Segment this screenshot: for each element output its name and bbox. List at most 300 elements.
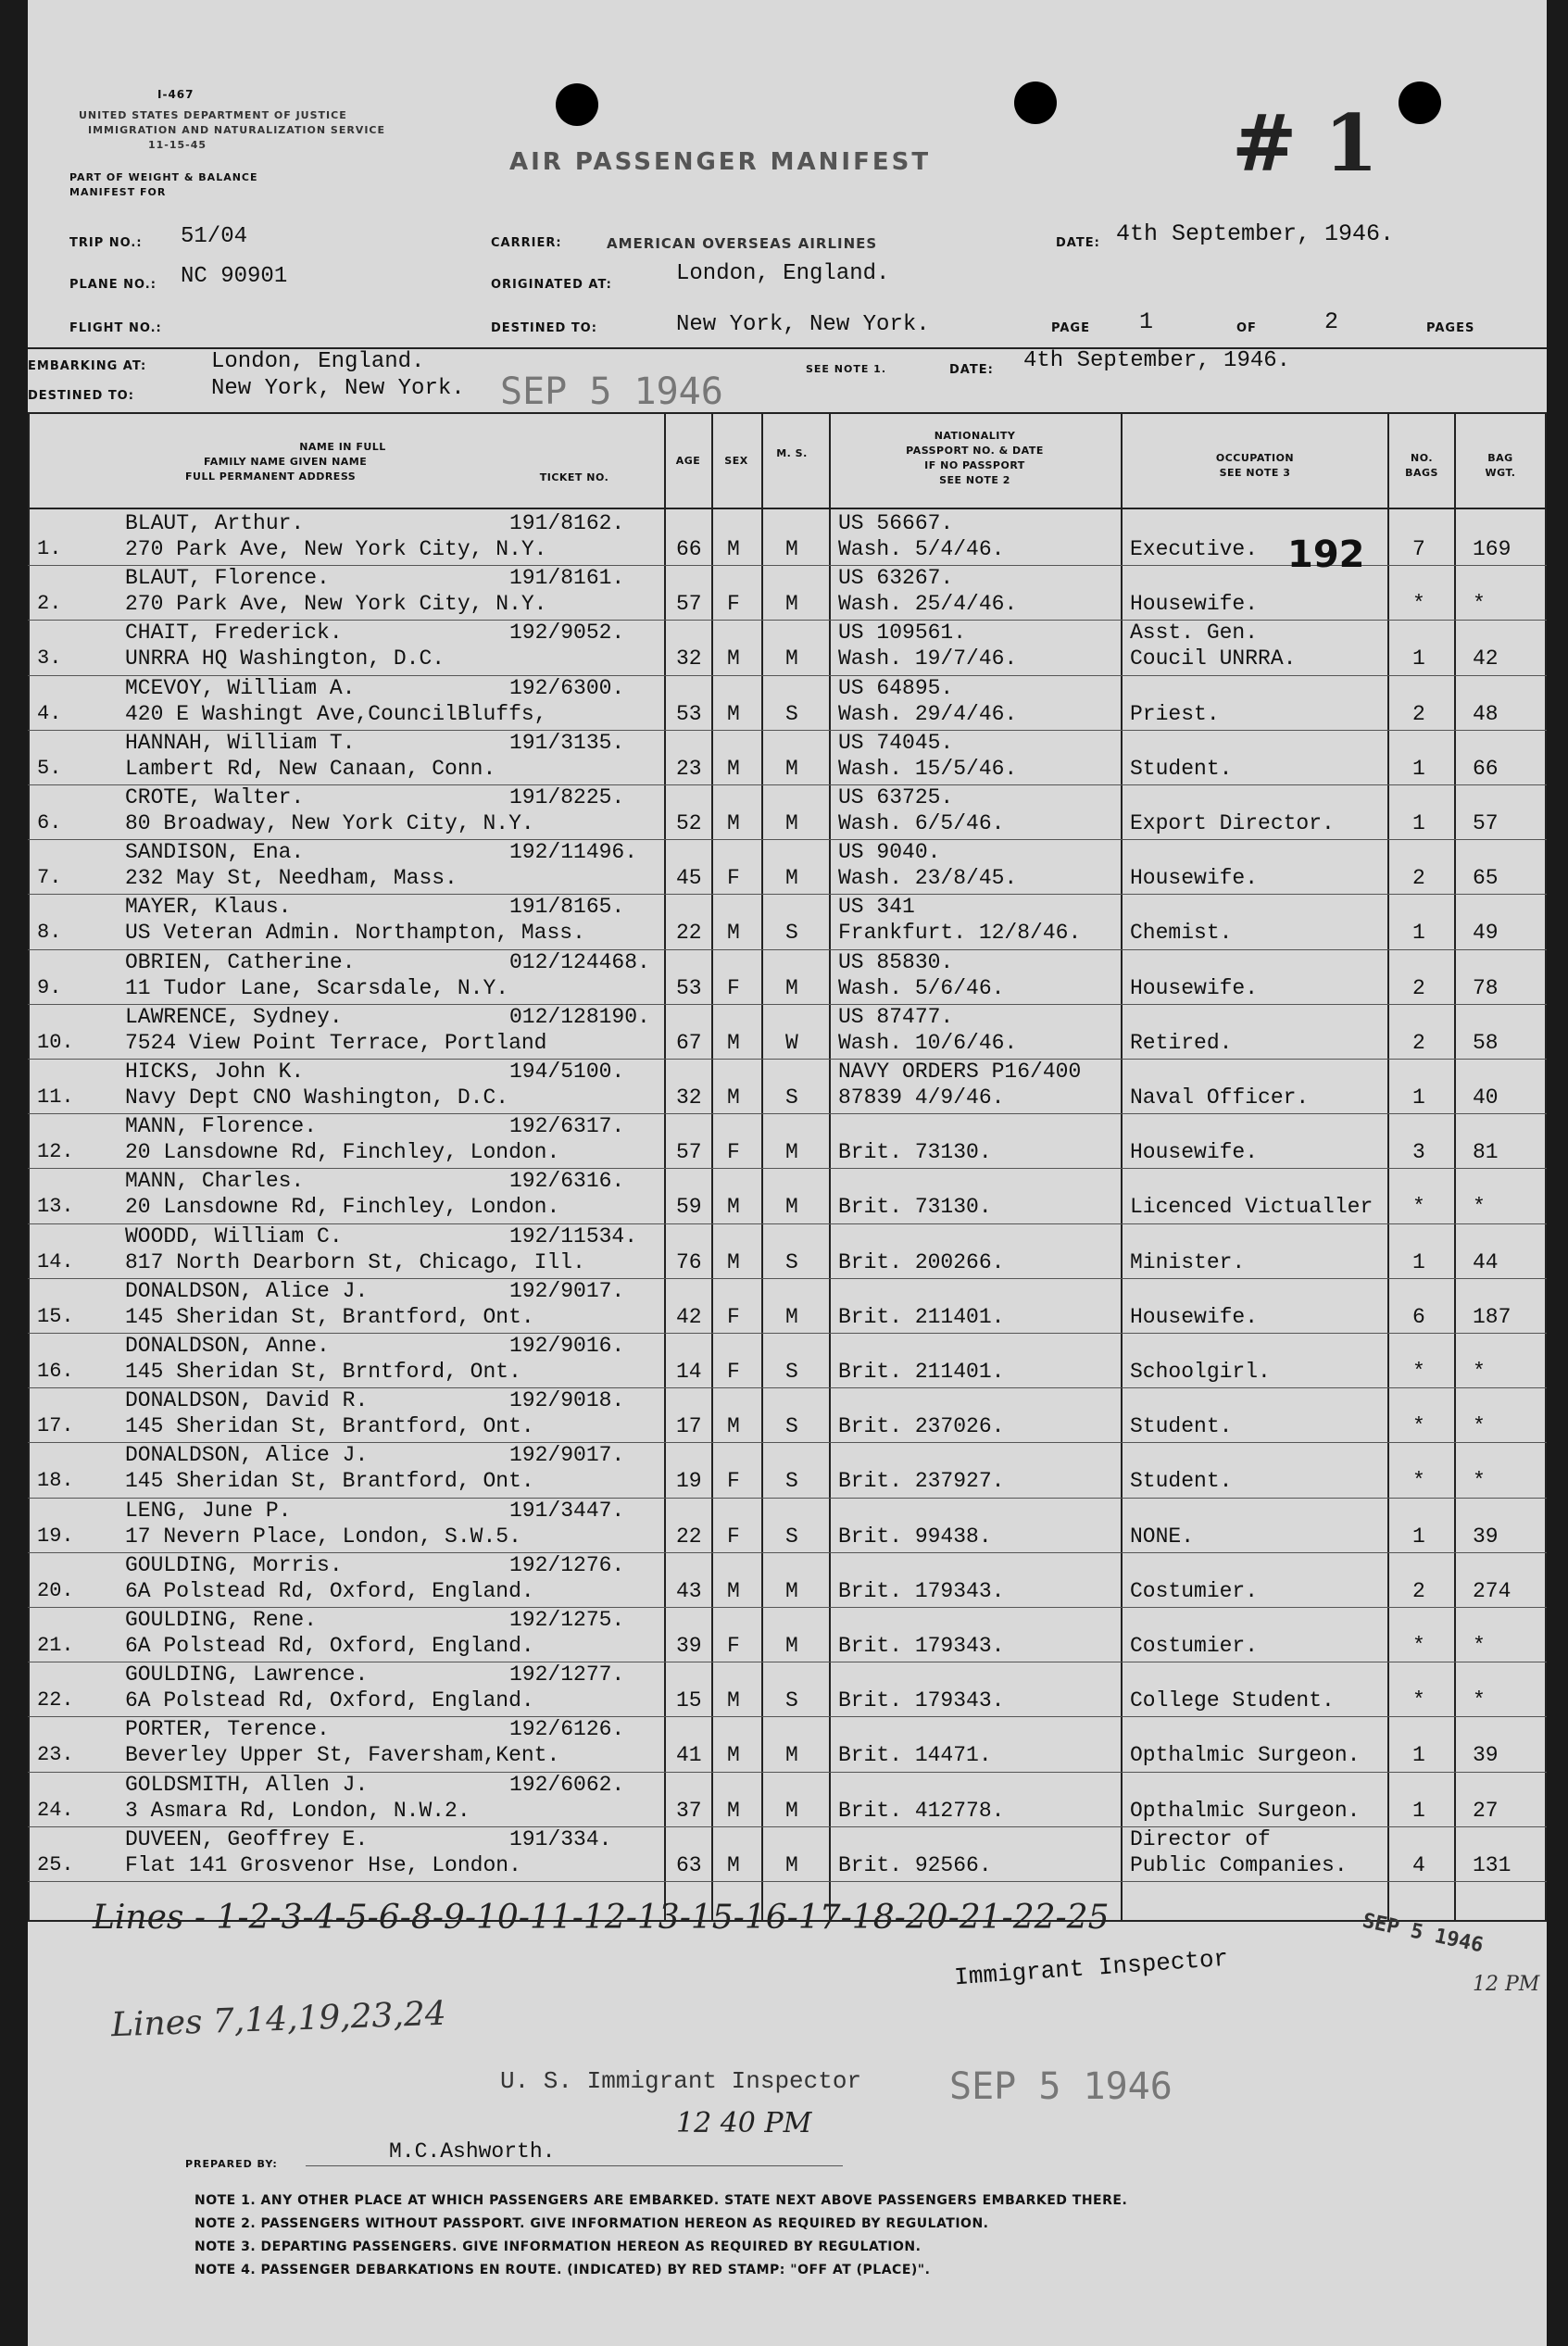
passenger-age: 63 [676,1852,702,1877]
ticket-number: 191/8162. [509,511,625,535]
passport-issue: Wash. 5/6/46. [838,975,1005,1000]
marital-status: M [785,1304,798,1329]
trip-number: 51/04 [181,224,248,249]
marital-status: M [785,866,798,891]
ticket-number: 012/128190. [509,1004,650,1029]
ticket-number: 192/1275. [509,1608,625,1632]
bag-count: 6 [1412,1304,1425,1329]
bag-weight: 39 [1473,1743,1499,1768]
passport-issue: Brit. 211401. [838,1360,1005,1384]
passenger-address: Beverley Upper St, Faversham,Kent. [125,1743,560,1768]
occupation: Opthalmic Surgeon. [1130,1798,1361,1823]
bag-weight: 58 [1473,1030,1499,1055]
passenger-name: MANN, Charles. [125,1169,305,1194]
passport-issue: Wash. 19/7/46. [838,646,1018,671]
passenger-address: UNRRA HQ Washington, D.C. [125,646,445,671]
page-label: PAGE [1051,321,1090,335]
passport-issue: Wash. 25/4/46. [838,592,1018,617]
column-rule [1387,412,1389,1920]
ticket-number: 192/6317. [509,1114,625,1139]
header-text: PASSPORT NO. & DATE [906,445,1044,457]
department-line: UNITED STATES DEPARTMENT OF JUSTICE [79,109,347,121]
occupation: Naval Officer. [1130,1085,1310,1110]
passenger-name: WOODD, William C. [125,1223,343,1248]
form-edition: 11-15-45 [148,139,207,151]
bag-weight: 42 [1473,646,1499,671]
column-rule [664,412,666,1920]
passenger-name: BLAUT, Arthur. [125,511,305,535]
bag-count: 7 [1412,537,1425,561]
bag-weight: 44 [1473,1249,1499,1274]
embarking-label: EMBARKING AT: [28,359,147,373]
occupation: Housewife. [1130,1140,1259,1165]
page-title: AIR PASSENGER MANIFEST [509,148,932,176]
passport-number: US 85830. [838,949,954,974]
bag-count: * [1412,1414,1425,1439]
ticket-number: 192/6126. [509,1717,625,1742]
occupation: Public Companies. [1130,1852,1348,1877]
column-header-sex: SEX [724,455,748,467]
column-header-age: AGE [675,455,701,467]
occupation: Housewife. [1130,866,1259,891]
marital-status: M [785,756,798,781]
passenger-sex: M [727,921,740,946]
date-stamp-bottom: SEP 5 1946 [949,2065,1173,2108]
bag-count: 3 [1412,1140,1425,1165]
carrier-value: AMERICAN OVERSEAS AIRLINES [607,235,878,252]
marital-status: W [785,1030,798,1055]
occupation-line1: Asst. Gen. [1130,621,1259,646]
passport-number: US 64895. [838,675,954,700]
passenger-age: 32 [676,1085,702,1110]
ticket-number: 192/11534. [509,1223,638,1248]
row-number: 4. [37,701,62,725]
row-number: 3. [37,646,62,671]
passenger-name: DONALDSON, Anne. [125,1334,330,1358]
of-label: OF [1236,321,1257,335]
column-rule [1545,412,1547,1920]
occupation: Chemist. [1130,921,1233,946]
passenger-name: GOULDING, Morris. [125,1552,343,1577]
ticket-number: 192/1276. [509,1552,625,1577]
passenger-name: GOULDING, Rene. [125,1608,318,1632]
passenger-age: 43 [676,1578,702,1603]
passenger-address: 3 Asmara Rd, London, N.W.2. [125,1798,470,1823]
row-number: 1. [37,537,62,560]
handwritten-line-list: Lines - 1-2-3-4-5-6-8-9-10-11-12-13-15-16-17-18-20-21-22-25 [93,1899,1110,1937]
ticket-number: 194/5100. [509,1060,625,1084]
bag-weight: * [1473,1634,1486,1658]
passenger-sex: M [727,1852,740,1877]
passenger-address: 270 Park Ave, New York City, N.Y. [125,592,547,617]
passenger-name: SANDISON, Ena. [125,840,305,865]
ticket-number: 192/6062. [509,1772,625,1797]
column-rule [829,412,831,1920]
passenger-sex: F [727,866,740,891]
bag-weight: * [1473,1414,1486,1439]
passenger-sex: F [727,1304,740,1329]
page-value: 1 [1139,308,1154,335]
passenger-sex: M [727,646,740,671]
bag-weight: 57 [1473,811,1499,835]
passenger-sex: F [727,1360,740,1384]
passenger-name: DONALDSON, David R. [125,1388,369,1413]
ticket-number: 192/6300. [509,675,625,700]
passport-issue: Wash. 29/4/46. [838,701,1018,726]
punch-hole [1399,82,1441,124]
passport-issue: Brit. 92566. [838,1852,992,1877]
header-text: SEE NOTE 2 [939,474,1010,486]
passenger-sex: M [727,1743,740,1768]
passenger-sex: M [727,1414,740,1439]
ticket-number: 191/8161. [509,566,625,591]
passport-number: US 109561. [838,621,967,646]
form-number: I-467 [157,88,194,101]
bag-weight: * [1473,1469,1486,1494]
passenger-address: 11 Tudor Lane, Scarsdale, N.Y. [125,975,509,1000]
occupation: Student. [1130,1469,1233,1494]
marital-status: S [785,1085,798,1110]
passenger-sex: M [727,537,740,561]
passport-issue: 87839 4/9/46. [838,1085,1005,1110]
bag-count: * [1412,1634,1425,1658]
passenger-age: 42 [676,1304,702,1329]
handwritten-line-list-2: Lines 7,14,19,23,24 [110,1994,447,2045]
passenger-name: CHAIT, Frederick. [125,621,343,646]
row-number: 8. [37,921,62,945]
passenger-sex: F [727,975,740,1000]
column-header-ticket: TICKET NO. [539,471,609,483]
passenger-name: CROTE, Walter. [125,785,305,809]
row-rule [28,1881,1547,1882]
passenger-age: 15 [676,1688,702,1713]
marital-status: M [785,1195,798,1220]
ticket-number: 191/3447. [509,1498,625,1523]
row-number: 11. [37,1085,74,1109]
bag-count: 1 [1412,1798,1425,1823]
passenger-address: 80 Broadway, New York City, N.Y. [125,811,534,835]
punch-hole [1014,82,1057,124]
passenger-sex: F [727,1634,740,1658]
passenger-name: HANNAH, William T. [125,730,356,755]
row-number: 23. [37,1743,74,1767]
ticket-number: 192/9052. [509,621,625,646]
bag-count: 1 [1412,1085,1425,1110]
prepared-by-underline [306,2165,843,2166]
destined-value-2: New York, New York. [211,376,465,401]
passport-issue: Brit. 237927. [838,1469,1005,1494]
row-number: 24. [37,1798,74,1822]
note-4: NOTE 4. PASSENGER DEBARKATIONS EN ROUTE. (INDICATED) BY RED STAMP: "OFF AT (PLACE)". [194,2263,931,2277]
passenger-sex: F [727,1140,740,1165]
ticket-number: 192/9017. [509,1443,625,1468]
column-header-occupation [1125,451,1385,481]
passport-issue: Brit. 99438. [838,1524,992,1549]
row-number: 19. [37,1524,74,1548]
note-1: NOTE 1. ANY OTHER PLACE AT WHICH PASSENGERS ARE EMBARKED. STATE NEXT ABOVE PASSENGERS EMBARKED THERE. [194,2193,1128,2208]
passport-issue: Wash. 6/5/46. [838,811,1005,835]
passenger-name: PORTER, Terence. [125,1717,330,1742]
bag-count: 1 [1412,811,1425,835]
marital-status: M [785,975,798,1000]
marital-status: M [785,1798,798,1823]
passenger-sex: M [727,1195,740,1220]
passenger-address: US Veteran Admin. Northampton, Mass. [125,921,585,946]
passenger-name: MAYER, Klaus. [125,895,292,920]
bag-count: 1 [1412,1743,1425,1768]
passport-number: US 56667. [838,511,954,535]
passenger-address: 232 May St, Needham, Mass. [125,866,458,891]
marital-status: M [785,1140,798,1165]
passport-issue: Brit. 14471. [838,1743,992,1768]
marital-status: M [785,811,798,835]
row-number: 18. [37,1469,74,1493]
occupation: Student. [1130,1414,1233,1439]
passenger-age: 19 [676,1469,702,1494]
marital-status: S [785,1524,798,1549]
passenger-sex: M [727,811,740,835]
occupation: Student. [1130,756,1233,781]
passenger-age: 57 [676,592,702,617]
punch-hole [556,83,598,126]
header-text: IF NO PASSPORT [924,459,1025,471]
destined-value: New York, New York. [676,312,930,337]
passenger-sex: M [727,701,740,726]
bag-count: * [1412,1195,1425,1220]
occupation: Minister. [1130,1249,1246,1274]
passport-issue: Wash. 5/4/46. [838,537,1005,561]
inspector-signature-title: Immigrant Inspector [953,1944,1230,1992]
passenger-address: 145 Sheridan St, Brantford, Ont. [125,1304,534,1329]
originated-label: ORIGINATED AT: [491,278,612,292]
header-text: BAG [1487,452,1513,464]
passenger-sex: M [727,1578,740,1603]
passenger-name: MANN, Florence. [125,1114,318,1139]
occupation: Export Director. [1130,811,1335,835]
header-text: NO. [1411,452,1433,464]
passenger-address: 6A Polstead Rd, Oxford, England. [125,1688,534,1713]
destined-label-2: DESTINED TO: [28,389,134,403]
note-2: NOTE 2. PASSENGERS WITHOUT PASSPORT. GIVE INFORMATION HEREON AS REQUIRED BY REGULATION. [194,2216,989,2231]
passport-issue: Brit. 412778. [838,1798,1005,1823]
passenger-age: 39 [676,1634,702,1658]
passenger-sex: M [727,1249,740,1274]
ticket-number: 191/8165. [509,895,625,920]
destined-label: DESTINED TO: [491,321,597,335]
passenger-address: 420 E Washingt Ave,CouncilBluffs, [125,701,547,726]
occupation: NONE. [1130,1524,1195,1549]
passport-issue: Brit. 73130. [838,1195,992,1220]
bag-weight: 187 [1473,1304,1512,1329]
passenger-name: HICKS, John K. [125,1060,305,1084]
passenger-address: 7524 View Point Terrace, Portland [125,1030,547,1055]
bag-count: 2 [1412,1030,1425,1055]
bag-count: * [1412,1360,1425,1384]
passenger-age: 37 [676,1798,702,1823]
date-label: DATE: [1056,236,1100,250]
flight-label: FLIGHT NO.: [69,321,162,335]
occupation: Retired. [1130,1030,1233,1055]
passenger-sex: M [727,1688,740,1713]
row-number: 5. [37,756,62,780]
occupation: Housewife. [1130,1304,1259,1329]
occupation: Costumier. [1130,1578,1259,1603]
passport-issue: Brit. 200266. [838,1249,1005,1274]
note-3: NOTE 3. DEPARTING PASSENGERS. GIVE INFORMATION HEREON AS REQUIRED BY REGULATION. [194,2239,922,2254]
passenger-age: 32 [676,646,702,671]
passenger-address: Lambert Rd, New Canaan, Conn. [125,756,496,781]
occupation: Costumier. [1130,1634,1259,1658]
passenger-address: 145 Sheridan St, Brntford, Ont. [125,1360,521,1384]
bag-count: 2 [1412,1578,1425,1603]
header-text: NAME IN FULL [299,441,386,453]
header-text: OCCUPATION [1215,452,1295,464]
passenger-address: 17 Nevern Place, London, S.W.5. [125,1524,521,1549]
row-number: 17. [37,1414,74,1438]
bag-count: 4 [1412,1852,1425,1877]
originated-value: London, England. [676,261,890,286]
passenger-address: Flat 141 Grosvenor Hse, London. [125,1852,521,1877]
passenger-address: 817 North Dearborn St, Chicago, Ill. [125,1249,585,1274]
ticket-number: 192/9016. [509,1334,625,1358]
passenger-sex: M [727,1085,740,1110]
date-stamp-top: SEP 5 1946 [500,370,723,413]
passenger-age: 22 [676,1524,702,1549]
passenger-sex: M [727,1798,740,1823]
row-number: 16. [37,1360,74,1383]
bag-count: 1 [1412,646,1425,671]
bag-count: * [1412,1688,1425,1713]
marital-status: S [785,1688,798,1713]
bag-weight: 65 [1473,866,1499,891]
passenger-sex: F [727,1469,740,1494]
passport-number: US 87477. [838,1004,954,1029]
column-rule [1121,412,1123,1920]
marital-status: M [785,1578,798,1603]
passport-issue: Frankfurt. 12/8/46. [838,921,1082,946]
passenger-age: 52 [676,811,702,835]
header-text: SEE NOTE 3 [1219,467,1291,479]
bag-weight: 274 [1473,1578,1512,1603]
embarking-value: London, England. [211,349,425,374]
column-header-bag-weight [1459,451,1542,481]
occupation: Schoolgirl. [1130,1360,1271,1384]
occupation: Coucil UNRRA. [1130,646,1297,671]
ticket-number: 192/1277. [509,1662,625,1687]
passenger-address: 6A Polstead Rd, Oxford, England. [125,1578,534,1603]
pages-label: PAGES [1426,321,1475,335]
bag-weight: * [1473,1688,1486,1713]
passenger-age: 76 [676,1249,702,1274]
passport-number: US 74045. [838,730,954,755]
bag-weight: * [1473,1360,1486,1384]
passport-number: US 63267. [838,566,954,591]
column-header-marital-status: M. S. [776,447,808,459]
occupation-line1: Director of [1130,1826,1271,1851]
bag-count: 1 [1412,921,1425,946]
table-top-line [28,412,1547,414]
row-number: 20. [37,1578,74,1602]
passenger-name: GOULDING, Lawrence. [125,1662,369,1687]
bag-count: * [1412,1469,1425,1494]
passport-issue: Brit. 73130. [838,1140,992,1165]
bag-count: 1 [1412,756,1425,781]
part-of-label: PART OF WEIGHT & BALANCE [69,171,258,183]
passport-number: US 341 [838,895,915,920]
column-header-bags [1391,451,1452,481]
column-rule [761,412,763,1920]
column-rule [1454,412,1456,1920]
prepared-by-label: PREPARED BY: [185,2158,278,2170]
passenger-address: 145 Sheridan St, Brantford, Ont. [125,1469,534,1494]
row-number: 6. [37,811,62,834]
trip-label: TRIP NO.: [69,236,143,250]
passenger-name: OBRIEN, Catherine. [125,949,356,974]
occupation: Opthalmic Surgeon. [1130,1743,1361,1768]
passenger-age: 17 [676,1414,702,1439]
ticket-number: 191/334. [509,1826,612,1851]
bag-weight: 66 [1473,756,1499,781]
inspector-title-2: U. S. Immigrant Inspector [500,2067,862,2095]
occupation: Housewife. [1130,975,1259,1000]
passenger-age: 53 [676,701,702,726]
ticket-number: 191/8225. [509,785,625,809]
passenger-address: 20 Lansdowne Rd, Finchley, London. [125,1195,560,1220]
passenger-age: 14 [676,1360,702,1384]
column-rule [711,412,713,1920]
passenger-sex: M [727,1030,740,1055]
occupation: Licenced Victualler [1130,1195,1374,1220]
marital-status: M [785,592,798,617]
passport-issue: Wash. 10/6/46. [838,1030,1018,1055]
bag-weight: 48 [1473,701,1499,726]
passenger-age: 67 [676,1030,702,1055]
service-line: IMMIGRATION AND NATURALIZATION SERVICE [88,124,386,136]
passenger-address: Navy Dept CNO Washington, D.C. [125,1085,509,1110]
passenger-address: 6A Polstead Rd, Oxford, England. [125,1634,534,1658]
occupation: College Student. [1130,1688,1335,1713]
ticket-number: 192/11496. [509,840,638,865]
plane-label: PLANE NO.: [69,278,157,292]
passport-number: NAVY ORDERS P16/400 [838,1060,1082,1084]
date-value-2: 4th September, 1946. [1023,348,1291,373]
handwritten-page-number: # 1 [1232,97,1379,189]
bag-weight: 169 [1473,537,1512,561]
passenger-sex: M [727,756,740,781]
ticket-number: 012/124468. [509,949,650,974]
see-note-1: SEE NOTE 1. [806,363,887,375]
passport-number: US 63725. [838,785,954,809]
passenger-name: DONALDSON, Alice J. [125,1278,369,1303]
marital-status: S [785,1469,798,1494]
passenger-name: GOLDSMITH, Allen J. [125,1772,369,1797]
row-number: 7. [37,866,62,890]
column-header-nationality [834,429,1116,488]
occupation: Priest. [1130,701,1220,726]
passenger-name: DUVEEN, Geoffrey E. [125,1826,369,1851]
plane-number: NC 90901 [181,264,288,289]
passenger-age: 22 [676,921,702,946]
bag-weight: 40 [1473,1085,1499,1110]
passenger-sex: F [727,1524,740,1549]
header-text: BAGS [1405,467,1438,479]
time-stamp-right: 12 PM [1473,1973,1540,1996]
of-value: 2 [1324,308,1339,335]
row-number: 21. [37,1634,74,1657]
bag-weight: 81 [1473,1140,1499,1165]
passenger-sex: F [727,592,740,617]
marital-status: S [785,1414,798,1439]
